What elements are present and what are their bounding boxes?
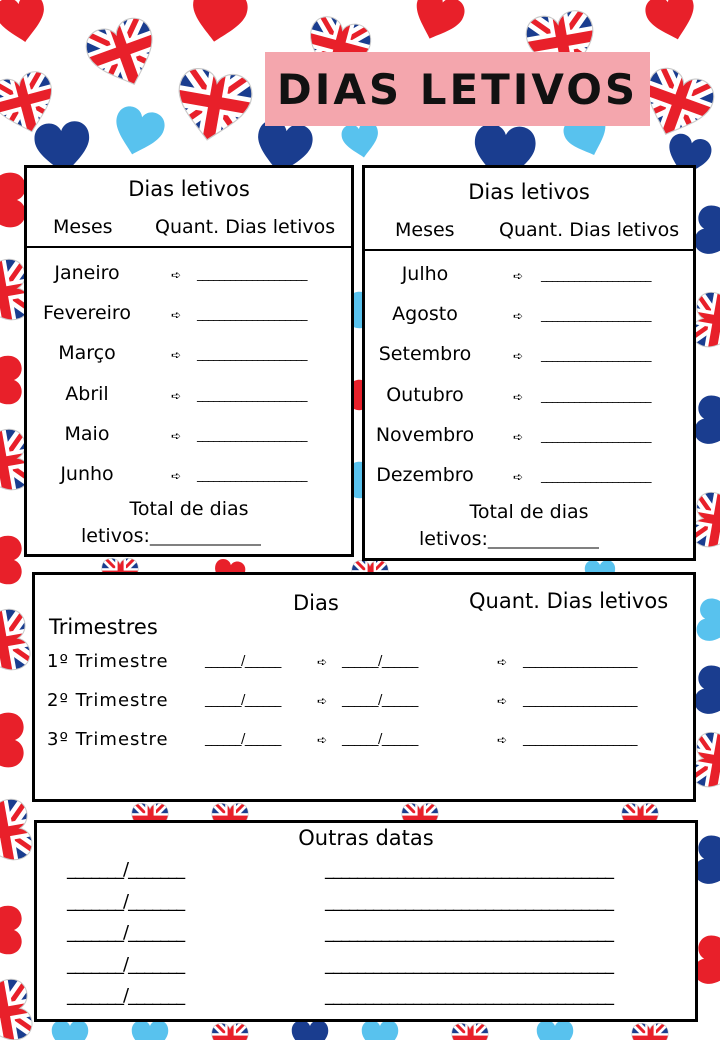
arrow-icon: ➪ [513, 269, 524, 283]
days-blank-field[interactable]: ____________________ [197, 347, 307, 362]
panel-second-semester [362, 165, 696, 561]
panel-other-dates [34, 820, 698, 1022]
arrow-icon: ➪ [513, 389, 524, 404]
trimester-row [35, 651, 693, 679]
panel-title: Dias letivos [128, 177, 250, 201]
panel-title: Dias letivos [468, 180, 590, 204]
month-row [365, 384, 693, 414]
total-label-suffix: letivos: [81, 525, 150, 547]
month-name: Novembro [375, 423, 475, 446]
month-name: Dezembro [376, 464, 474, 486]
month-row [365, 343, 693, 373]
month-name: Junho [60, 463, 114, 485]
days-blank-field[interactable]: ___________________ [523, 654, 637, 669]
month-row [27, 262, 351, 292]
month-name: Março [58, 342, 116, 365]
date-field[interactable]: _______/_______ [67, 859, 185, 880]
arrow-icon: ➪ [171, 469, 182, 483]
month-name: Maio [64, 422, 110, 445]
total-blank[interactable]: _________________ [149, 530, 261, 546]
col-header-quantity: Quant. Dias letivos [155, 216, 336, 238]
description-field[interactable]: ____________________________________ [325, 985, 613, 1006]
description-field[interactable]: ____________________________________ [325, 953, 613, 975]
days-blank-field[interactable]: ____________________ [541, 388, 651, 403]
arrow-icon: ➪ [497, 694, 508, 708]
arrow-icon: ➪ [497, 655, 508, 669]
date-field[interactable]: _______/_______ [67, 953, 185, 975]
title-banner [265, 52, 650, 126]
arrow-icon: ➪ [171, 388, 182, 403]
month-name: Setembro [378, 343, 472, 366]
month-name: Agosto [392, 303, 458, 326]
days-blank-field[interactable]: ____________________ [197, 387, 307, 402]
date-field[interactable]: _______/_______ [67, 922, 185, 943]
header-divider [365, 249, 693, 251]
month-row [365, 303, 693, 333]
col-header-quantity: Quant. Dias letivos [499, 219, 680, 241]
trimesters-label: Trimestres [49, 615, 158, 639]
panel-title: Outras datas [298, 826, 434, 850]
days-blank-field[interactable]: ____________________ [541, 469, 651, 483]
trimester-row [35, 729, 693, 757]
month-row [27, 383, 351, 413]
total-field[interactable] [419, 528, 598, 550]
days-blank-field[interactable]: ____________________ [197, 267, 307, 281]
arrow-icon: ➪ [171, 308, 182, 323]
col-header-days: Dias [293, 591, 339, 615]
days-blank-field[interactable]: ____________________ [541, 268, 651, 282]
panel-trimesters [32, 572, 696, 802]
description-field[interactable]: ____________________________________ [325, 890, 613, 912]
end-date-field[interactable]: ______/______ [342, 654, 418, 669]
total-label-suffix: letivos: [419, 528, 488, 550]
days-blank-field[interactable]: ____________________ [197, 427, 307, 442]
days-blank-field[interactable]: ____________________ [197, 307, 307, 322]
month-row [27, 342, 351, 372]
days-blank-field[interactable]: ____________________ [541, 428, 651, 443]
trimester-name: 2º Trimestre [47, 690, 169, 711]
month-name: Janeiro [54, 262, 120, 284]
days-blank-field[interactable]: ____________________ [197, 468, 307, 482]
days-blank-field[interactable]: ____________________ [541, 348, 651, 363]
arrow-icon: ➪ [317, 655, 328, 669]
arrow-icon: ➪ [317, 733, 328, 747]
start-date-field[interactable]: ______/______ [205, 693, 281, 708]
days-blank-field[interactable]: ____________________ [541, 308, 651, 323]
days-blank-field[interactable]: ___________________ [523, 732, 637, 747]
other-date-row [37, 859, 695, 889]
arrow-icon: ➪ [513, 429, 524, 444]
arrow-icon: ➪ [497, 733, 508, 747]
end-date-field[interactable]: ______/______ [342, 693, 418, 708]
arrow-icon: ➪ [513, 349, 524, 364]
month-row [365, 424, 693, 454]
date-field[interactable]: _______/_______ [67, 985, 185, 1006]
month-name: Abril [65, 382, 109, 405]
month-row [27, 463, 351, 493]
trimester-row [35, 690, 693, 718]
month-row [27, 302, 351, 332]
arrow-icon: ➪ [171, 348, 182, 363]
col-header-months: Meses [53, 216, 113, 238]
total-label: Total de dias [129, 498, 249, 520]
month-row [365, 263, 693, 293]
start-date-field[interactable]: ______/______ [205, 654, 281, 669]
month-name: Outubro [386, 383, 464, 406]
col-header-months: Meses [395, 219, 455, 241]
start-date-field[interactable]: ______/______ [205, 732, 281, 747]
trimester-name: 1º Trimestre [47, 651, 169, 672]
description-field[interactable]: ____________________________________ [325, 922, 613, 943]
month-name: Fevereiro [43, 302, 131, 325]
arrow-icon: ➪ [171, 428, 182, 443]
days-blank-field[interactable]: ___________________ [523, 693, 637, 708]
trimester-name: 3º Trimestre [47, 729, 169, 750]
arrow-icon: ➪ [513, 309, 524, 324]
other-date-row [37, 985, 695, 1015]
month-name: Julho [401, 263, 449, 285]
other-date-row [37, 922, 695, 952]
total-blank[interactable]: _________________ [487, 533, 599, 549]
month-row [27, 423, 351, 453]
page-title: DIAS LETIVOS [276, 64, 639, 114]
arrow-icon: ➪ [513, 470, 524, 484]
date-field[interactable]: _______/_______ [67, 890, 185, 912]
description-field[interactable]: ____________________________________ [325, 859, 613, 880]
total-label: Total de dias [469, 501, 589, 523]
header-divider [27, 246, 351, 248]
other-date-row [37, 954, 695, 984]
end-date-field[interactable]: ______/______ [342, 732, 418, 747]
panel-first-semester [24, 165, 354, 557]
other-date-row [37, 891, 695, 921]
month-row [365, 464, 693, 494]
arrow-icon: ➪ [317, 694, 328, 708]
arrow-icon: ➪ [171, 268, 182, 282]
total-field[interactable] [81, 525, 260, 547]
col-header-quantity: Quant. Dias letivos [469, 589, 669, 613]
